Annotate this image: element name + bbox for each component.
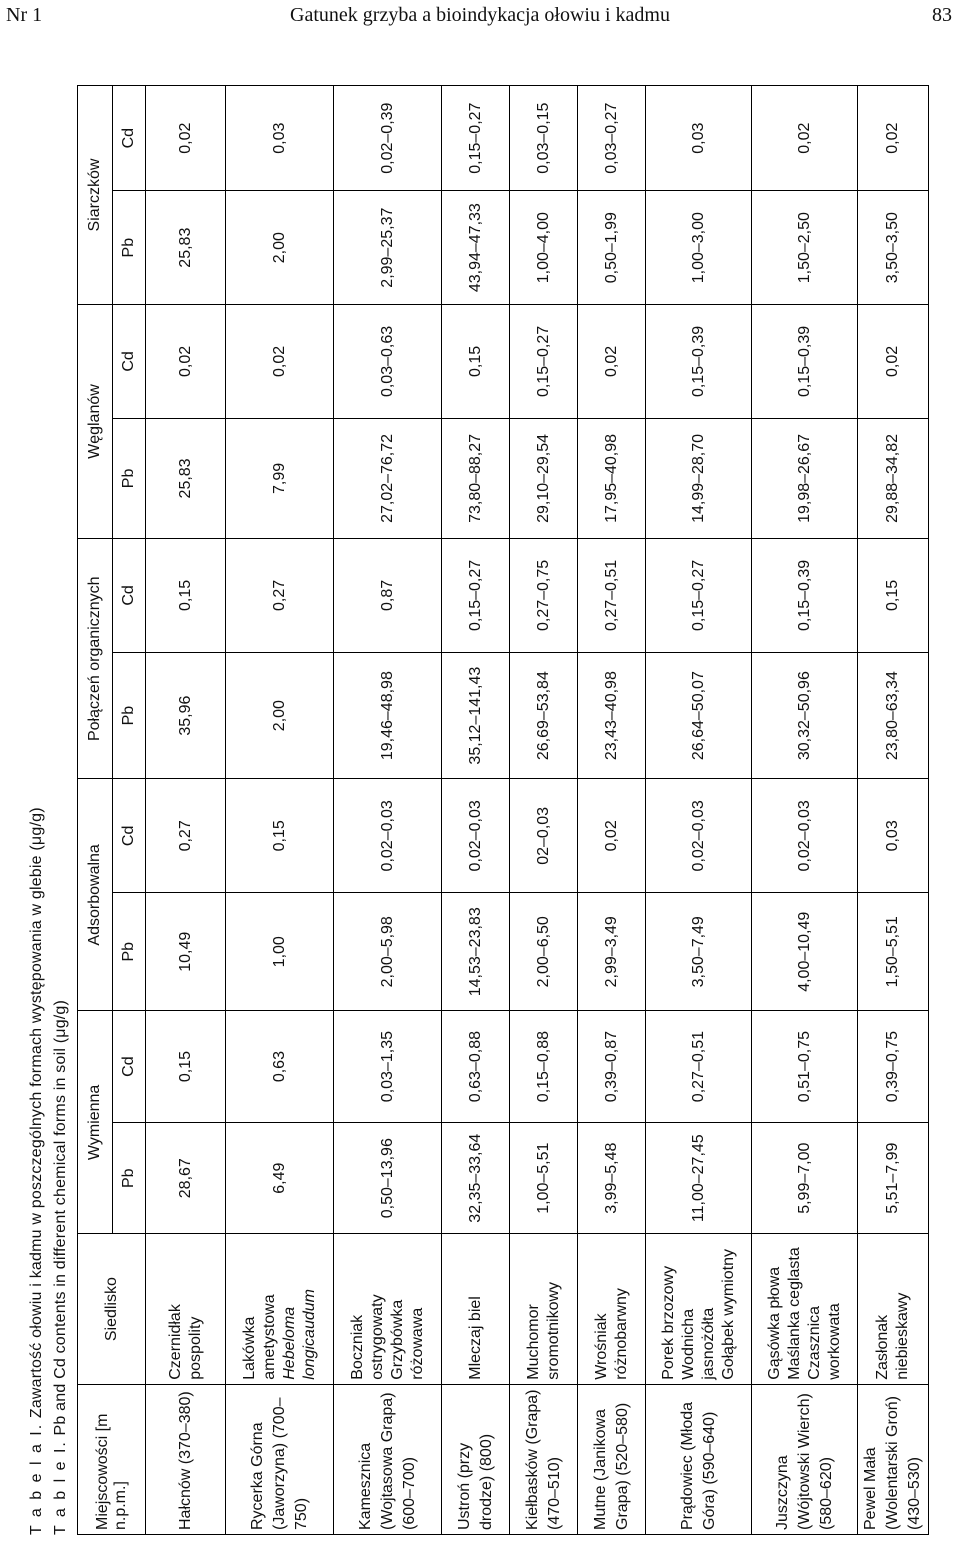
cd-value-cell: 0,03–0,63 — [334, 305, 442, 419]
header-group-exchangeable: Wymienna — [78, 1011, 113, 1234]
pb-value-cell: 17,95–40,98 — [578, 418, 646, 538]
cd-value-cell: 0,51–0,75 — [752, 1011, 858, 1123]
pb-value-cell: 28,67 — [146, 1122, 226, 1234]
cd-value-cell: 0,15–0,39 — [752, 539, 858, 653]
header-pb: Pb — [113, 893, 146, 1011]
habitat-cell — [646, 1234, 752, 1384]
habitat-cell — [578, 1234, 646, 1384]
pb-value-cell: 29,10–29,54 — [510, 418, 578, 538]
pb-value-cell: 35,12–141,43 — [442, 652, 510, 779]
table-row — [442, 86, 510, 1535]
table-row — [226, 86, 334, 1535]
species-name: Porek brzozowy — [659, 1265, 677, 1380]
header-cd: Cd — [113, 1011, 146, 1123]
table-row — [334, 86, 442, 1535]
cd-value-cell: 0,03 — [226, 86, 334, 191]
pb-value-cell: 7,99 — [226, 418, 334, 538]
cd-value-cell: 0,02–0,03 — [442, 779, 510, 893]
habitat-cell — [752, 1234, 858, 1384]
cd-value-cell: 0,15 — [226, 779, 334, 893]
species-name: Maślanka ceglasta — [785, 1247, 803, 1380]
page-number: 83 — [932, 4, 952, 26]
pb-value-cell: 0,50–13,96 — [334, 1122, 442, 1234]
rotated-table-block — [25, 85, 935, 1535]
cd-value-cell: 0,15–0,39 — [646, 305, 752, 419]
species-name: Hebeloma longicaudum — [280, 1289, 318, 1380]
cd-value-cell: 02–0,03 — [510, 779, 578, 893]
cd-value-cell: 0,02–0,03 — [752, 779, 858, 893]
species-name: Mleczaj biel — [466, 1296, 484, 1380]
cd-value-cell: 0,15–0,27 — [442, 539, 510, 653]
cd-value-cell: 0,02 — [752, 86, 858, 191]
page-header — [0, 0, 960, 34]
pb-value-cell: 5,51–7,99 — [858, 1122, 929, 1234]
table-captions — [25, 85, 77, 1535]
header-cd: Cd — [113, 779, 146, 893]
table-row — [646, 86, 752, 1535]
location-cell: Pewel Mała (Wolentarski Groń) (430–530) — [858, 1384, 929, 1534]
pb-value-cell: 2,99–25,37 — [334, 191, 442, 305]
cd-value-cell: 0,39–0,75 — [858, 1011, 929, 1123]
cd-value-cell: 0,39–0,87 — [578, 1011, 646, 1123]
location-cell: Prądowiec (Młoda Góra) (590–640) — [646, 1384, 752, 1534]
location-cell: Kamesznica (Wojtasowa Grapa) (600–700) — [334, 1384, 442, 1534]
table-body — [146, 86, 929, 1535]
pb-value-cell: 14,53–23,83 — [442, 893, 510, 1011]
cd-value-cell: 0,15 — [442, 305, 510, 419]
species-name: Wodnicha jasnożółta — [679, 1307, 717, 1380]
pb-value-cell: 29,88–34,82 — [858, 418, 929, 538]
pb-value-cell: 6,49 — [226, 1122, 334, 1234]
species-name: Grzybówka różowawa — [388, 1299, 426, 1380]
pb-value-cell: 1,00–4,00 — [510, 191, 578, 305]
header-pb: Pb — [113, 191, 146, 305]
pb-value-cell: 3,99–5,48 — [578, 1122, 646, 1234]
table-row — [858, 86, 929, 1535]
table-row — [146, 86, 226, 1535]
species-name: Boczniak ostrygowaty — [348, 1294, 386, 1380]
header-location: Miejscowości [m n.p.m.] — [78, 1384, 146, 1534]
cd-value-cell: 0,15–0,27 — [646, 539, 752, 653]
header-pb: Pb — [113, 1122, 146, 1234]
cd-value-cell: 0,02 — [226, 305, 334, 419]
cd-value-cell: 0,03 — [858, 779, 929, 893]
species-name: Lakówka ametystowa — [240, 1294, 278, 1380]
species-name: Zasłonak niebieskawy — [874, 1292, 911, 1380]
header-cd: Cd — [113, 305, 146, 419]
cd-value-cell: 0,15–0,39 — [752, 305, 858, 419]
pb-value-cell: 10,49 — [146, 893, 226, 1011]
cd-value-cell: 0,15–0,27 — [510, 305, 578, 419]
pb-value-cell: 3,50–7,49 — [646, 893, 752, 1011]
species-name: Wrośniak różnobarwny — [592, 1288, 630, 1380]
header-row-groups — [78, 86, 113, 1535]
pb-value-cell: 30,32–50,96 — [752, 652, 858, 779]
species-name: Gąsówka płowa — [765, 1266, 783, 1380]
pb-value-cell: 32,35–33,64 — [442, 1122, 510, 1234]
habitat-cell — [226, 1234, 334, 1384]
cd-value-cell: 0,02–0,03 — [646, 779, 752, 893]
pb-value-cell: 2,00–6,50 — [510, 893, 578, 1011]
location-cell: Juszczyna (Wójtowski Wierch) (580–620) — [752, 1384, 858, 1534]
running-title: Gatunek grzyba a bioindykacja ołowiu i kadmu — [290, 4, 670, 26]
pb-value-cell: 1,50–2,50 — [752, 191, 858, 305]
pb-value-cell: 19,46–48,98 — [334, 652, 442, 779]
pb-value-cell: 35,96 — [146, 652, 226, 779]
location-cell: Rycerka Górna (Jaworzyna) (700–750) — [226, 1384, 334, 1534]
pb-value-cell: 23,80–63,34 — [858, 652, 929, 779]
pb-value-cell: 25,83 — [146, 191, 226, 305]
cd-value-cell: 0,27–0,51 — [646, 1011, 752, 1123]
species-name: Gołąbek wymiotny — [719, 1249, 737, 1380]
cd-value-cell: 0,02 — [146, 305, 226, 419]
table-row — [752, 86, 858, 1535]
pb-value-cell: 4,00–10,49 — [752, 893, 858, 1011]
location-cell: Ustroń (przy drodze) (800) — [442, 1384, 510, 1534]
habitat-cell — [442, 1234, 510, 1384]
species-name: Muchomor sromotnikowy — [524, 1281, 562, 1380]
cd-value-cell: 0,27 — [146, 779, 226, 893]
header-group-adsorbable: Adsorbowalna — [78, 779, 113, 1011]
caption-polish-label: T a b e l a I. — [28, 1422, 45, 1535]
header-cd: Cd — [113, 539, 146, 653]
cd-value-cell: 0,02–0,39 — [334, 86, 442, 191]
header-habitat: Siedlisko — [78, 1234, 146, 1384]
header-cd: Cd — [113, 86, 146, 191]
cd-value-cell: 0,15–0,88 — [510, 1011, 578, 1123]
pb-value-cell: 2,00 — [226, 191, 334, 305]
caption-english-text: Pb and Cd contents in different chemical forms in soil (μg/g) — [52, 999, 69, 1436]
species-name: Czernidłak pospolity — [166, 1304, 204, 1380]
pb-value-cell: 5,99–7,00 — [752, 1122, 858, 1234]
pb-value-cell: 73,80–88,27 — [442, 418, 510, 538]
header-pb: Pb — [113, 652, 146, 779]
cd-value-cell: 0,03 — [646, 86, 752, 191]
species-name: Czasznica workowata — [805, 1303, 843, 1380]
location-cell: Mutne (Janikowa Grapa) (520–580) — [578, 1384, 646, 1534]
cd-value-cell: 0,63 — [226, 1011, 334, 1123]
cd-value-cell: 0,15 — [146, 539, 226, 653]
caption-english-label: T a b l e I. — [52, 1440, 69, 1535]
pb-value-cell: 25,83 — [146, 418, 226, 538]
cd-value-cell: 0,15 — [146, 1011, 226, 1123]
cd-value-cell: 0,02–0,03 — [334, 779, 442, 893]
pb-value-cell: 2,00–5,98 — [334, 893, 442, 1011]
cd-value-cell: 0,27–0,51 — [578, 539, 646, 653]
cd-value-cell: 0,02 — [578, 305, 646, 419]
header-group-sulfide: Siarczków — [78, 86, 113, 305]
cd-value-cell: 0,03–0,15 — [510, 86, 578, 191]
pb-value-cell: 3,50–3,50 — [858, 191, 929, 305]
habitat-cell — [146, 1234, 226, 1384]
header-group-organic: Połączeń organicznych — [78, 539, 113, 779]
habitat-cell — [334, 1234, 442, 1384]
caption-polish-text: Zawartość ołowiu i kadmu w poszczególnych formach występowania w glebie (μg/g) — [28, 807, 45, 1419]
location-cell: Hałcnów (370–380) — [146, 1384, 226, 1534]
pb-value-cell: 26,64–50,07 — [646, 652, 752, 779]
cd-value-cell: 0,02 — [858, 86, 929, 191]
cd-value-cell: 0,87 — [334, 539, 442, 653]
cd-value-cell: 0,63–0,88 — [442, 1011, 510, 1123]
pb-value-cell: 26,69–53,84 — [510, 652, 578, 779]
cd-value-cell: 0,03–0,27 — [578, 86, 646, 191]
cd-value-cell: 0,03–1,35 — [334, 1011, 442, 1123]
pb-value-cell: 0,50–1,99 — [578, 191, 646, 305]
location-cell: Kiełbasków (Grapa) (470–510) — [510, 1384, 578, 1534]
pb-value-cell: 19,98–26,67 — [752, 418, 858, 538]
caption-polish — [25, 85, 49, 1535]
header-group-carbonate: Węglanów — [78, 305, 113, 539]
pb-value-cell: 1,50–5,51 — [858, 893, 929, 1011]
cd-value-cell: 0,02 — [146, 86, 226, 191]
cd-value-cell: 0,15–0,27 — [442, 86, 510, 191]
caption-english — [49, 85, 73, 1535]
pb-value-cell: 2,99–3,49 — [578, 893, 646, 1011]
pb-value-cell: 11,00–27,45 — [646, 1122, 752, 1234]
pb-value-cell: 43,94–47,33 — [442, 191, 510, 305]
pb-value-cell: 14,99–28,70 — [646, 418, 752, 538]
pb-value-cell: 1,00–3,00 — [646, 191, 752, 305]
data-table — [77, 85, 929, 1535]
pb-value-cell: 23,43–40,98 — [578, 652, 646, 779]
cd-value-cell: 0,27 — [226, 539, 334, 653]
table-row — [578, 86, 646, 1535]
cd-value-cell: 0,02 — [858, 305, 929, 419]
header-pb: Pb — [113, 418, 146, 538]
habitat-cell — [858, 1234, 929, 1384]
table-row — [510, 86, 578, 1535]
cd-value-cell: 0,27–0,75 — [510, 539, 578, 653]
cd-value-cell: 0,02 — [578, 779, 646, 893]
pb-value-cell: 2,00 — [226, 652, 334, 779]
journal-issue: Nr 1 — [6, 4, 43, 26]
pb-value-cell: 1,00–5,51 — [510, 1122, 578, 1234]
pb-value-cell: 1,00 — [226, 893, 334, 1011]
habitat-cell — [510, 1234, 578, 1384]
cd-value-cell: 0,15 — [858, 539, 929, 653]
pb-value-cell: 27,02–76,72 — [334, 418, 442, 538]
